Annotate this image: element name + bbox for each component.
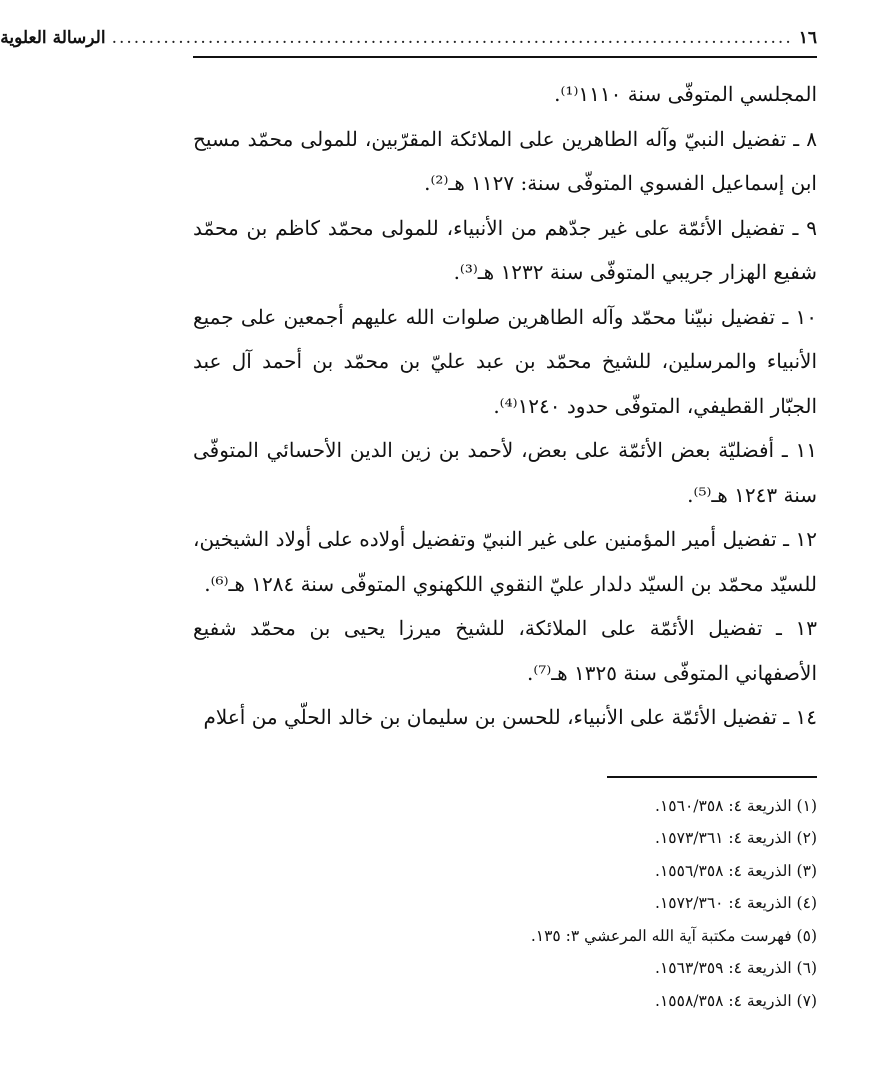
footnotes (193, 790, 817, 1018)
page-header (0, 28, 817, 58)
footnote-divider (607, 776, 817, 778)
footnote: (٦) الذريعة ٤: ١٥٦٣/٣٥٩. (655, 959, 817, 977)
paragraph: المجلسي المتوفّى سنة ١١١٠⁽¹⁾. (554, 82, 817, 106)
paragraph: ١٣ ـ تفضيل الأئمّة على الملائكة، للشيخ ميرزا يحيى بن محمّد شفيع الأصفهاني المتوفّى سنة ١٣٢٥ هـ⁽⁷⁾. (193, 616, 817, 685)
header-leader-dots: ............................................................................................ (111, 28, 793, 48)
footnote: (٤) الذريعة ٤: ١٥٧٢/٣٦٠. (655, 894, 817, 912)
paragraph: ١٤ ـ تفضيل الأئمّة على الأنبياء، للحسن بن سليمان بن خالد الحلّي من أعلام (203, 705, 817, 729)
paragraph: ٩ ـ تفضيل الأئمّة على غير جدّهم من الأنبياء، للمولى محمّد كاظم بن محمّد شفيع الهزار جريبي المتوفّى سنة ١٢٣٢ هـ⁽³⁾. (193, 215, 817, 284)
paragraph: ٨ ـ تفضيل النبيّ وآله الطاهرين على الملائكة المقرّبين، للمولى محمّد مسيح ابن إسماعيل الفسوي المتوفّى سنة: ١١٢٧ هـ⁽²⁾. (193, 126, 817, 195)
main-text (193, 72, 817, 740)
footnote: (٧) الذريعة ٤: ١٥٥٨/٣٥٨. (655, 991, 817, 1010)
footnote: (١) الذريعة ٤: ١٥٦٠/٣٥٨. (655, 796, 817, 815)
paragraph: ١١ ـ أفضليّة بعض الأئمّة على بعض، لأحمد بن زين الدين الأحسائي المتوفّى سنة ١٢٤٣ هـ⁽⁵⁾. (193, 438, 817, 507)
footnote: (٢) الذريعة ٤: ١٥٧٣/٣٦١. (655, 829, 817, 847)
paragraph: ١٠ ـ تفضيل نبيّنا محمّد وآله الطاهرين صلوات الله عليهم أجمعين على جميع الأنبياء والمرسلين، للشيخ محمّد بن عبد عليّ بن محمّد بن أحمد آل عبد الجبّار القطيفي، المتوفّى حدود ١٢٤٠⁽⁴⁾. (193, 304, 817, 418)
footnote: (٥) فهرست مكتبة آية الله المرعشي ٣: ١٣٥. (530, 926, 817, 945)
paragraph: ١٢ ـ تفضيل أمير المؤمنين على غير النبيّ وتفضيل أولاده على أولاد الشيخين، للسيّد محمّد بن السيّد دلدار عليّ النقوي اللكهنوي المتوفّى سنة ١٢٨٤ هـ⁽⁶⁾. (193, 527, 817, 596)
footnote: (٣) الذريعة ٤: ١٥٥٦/٣٥٨. (655, 861, 817, 880)
book-page (0, 28, 817, 1058)
running-title: الرسالة العلوية (0, 28, 106, 48)
page-number: ١٦ (798, 28, 817, 48)
